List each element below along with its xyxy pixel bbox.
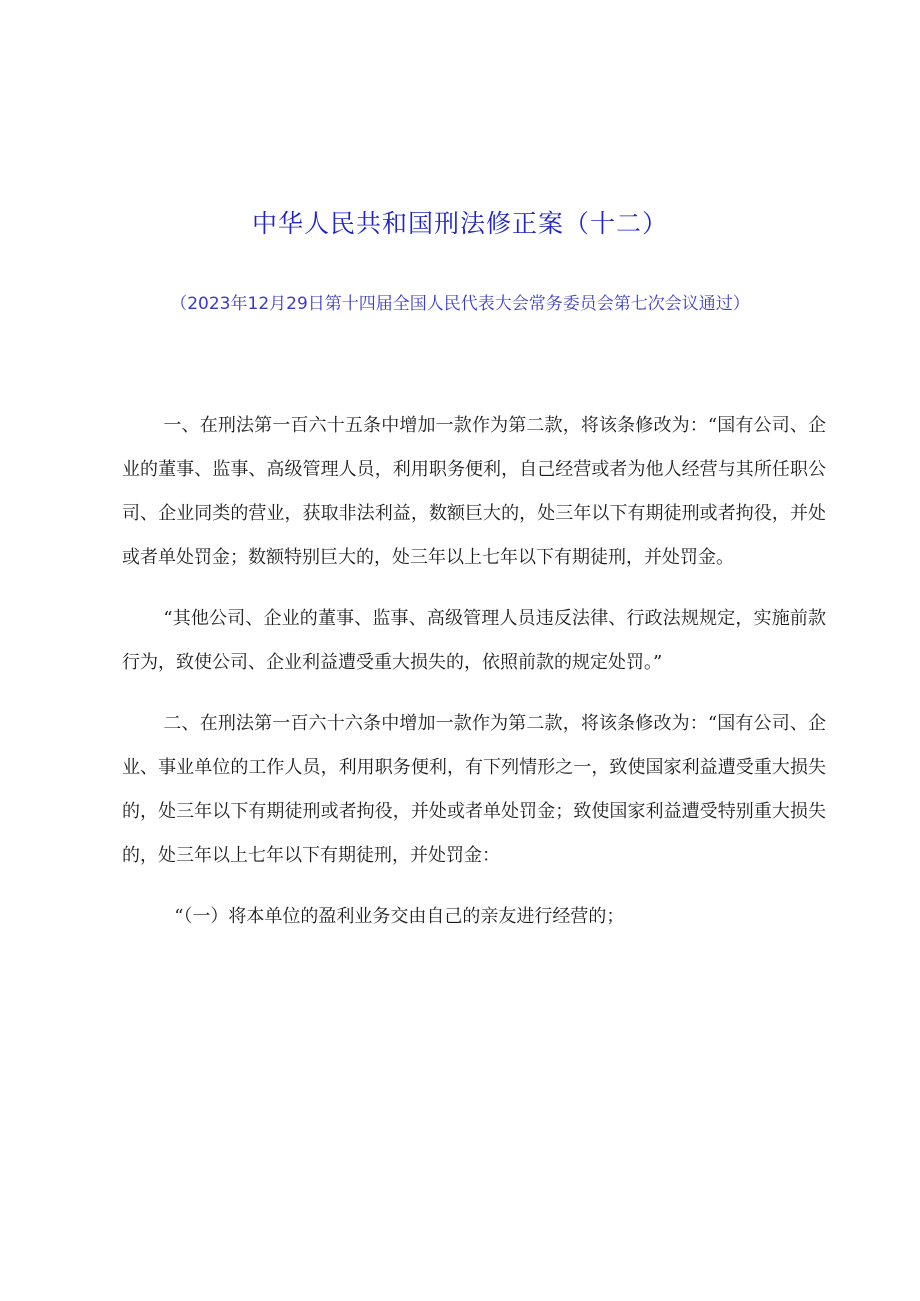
paragraph-article-2-item-1: “（一）将本单位的盈利业务交由自己的亲友进行经营的；	[174, 906, 625, 927]
paragraph-article-1: 一、在刑法第一百六十五条中增加一款作为第二款，将该条修改为：“国有公司、企业的董事、监事、高级管理人员，利用职务便利，自己经营或者为他人经营与其所任职公司、企业同类的营业，获取非法利益，数额巨大的，处三年以下有期徒刑或者拘役，并处或者单处罚金；数额特别巨大的，处三年以上七年以下有期徒刑，并处罚金。	[122, 415, 826, 568]
paragraph-article-1-clause-2: “其他公司、企业的董事、监事、高级管理人员违反法律、行政法规规定，实施前款行为，致使公司、企业利益遭受重大损失的，依照前款的规定处罚。”	[122, 608, 826, 673]
document-subtitle: （2023年12月29日第十四届全国人民代表大会常务委员会第七次会议通过）	[170, 294, 750, 314]
paragraph-article-2: 二、在刑法第一百六十六条中增加一款作为第二款，将该条修改为：“国有公司、企业、事业单位的工作人员，利用职务便利，有下列情形之一，致使国家利益遭受重大损失的，处三年以下有期徒刑或者拘役，并处或者单处罚金；致使国家利益遭受特别重大损失的，处三年以上七年以下有期徒刑，并处罚金：	[122, 713, 826, 866]
document-body	[122, 404, 826, 956]
document-title: 中华人民共和国刑法修正案（十二）	[251, 209, 668, 238]
